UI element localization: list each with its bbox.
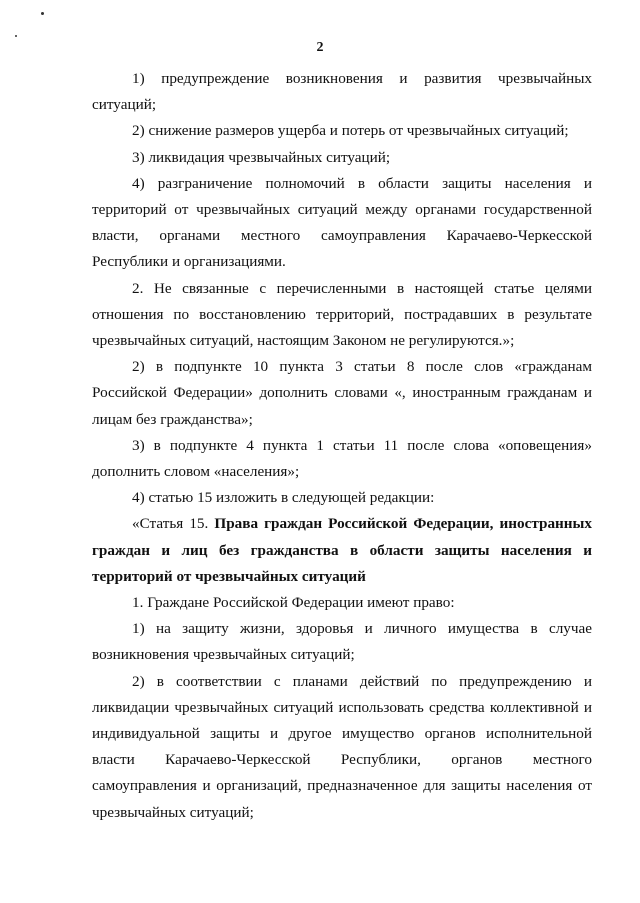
amendment-article-11: 3) в подпункте 4 пункта 1 статьи 11 после слова «оповещения» дополнить словом «населения»;: [92, 436, 592, 481]
scan-speck: [15, 35, 17, 37]
article-15-label: «Статья 15.: [132, 515, 215, 533]
right-protection-of-life: 1) на защиту жизни, здоровья и личного имущества в случае возникновения чрезвычайных ситуаций;: [92, 620, 592, 664]
list-item-damage-reduction: 2) снижение размеров ущерба и потерь от чрезвычайных ситуаций;: [132, 122, 569, 140]
article-15-title: Права граждан Российской Федерации, иностранных граждан и лиц без гражданства в области защиты населения и территорий от чрезвычайных ситуаций: [92, 515, 593, 585]
citizens-rights-intro: 1. Граждане Российской Федерации имеют право:: [132, 594, 455, 612]
list-item-liquidation: 3) ликвидация чрезвычайных ситуаций;: [132, 148, 391, 166]
page-number: 2: [316, 40, 324, 55]
document-body: [92, 66, 592, 826]
scan-speck: [41, 12, 44, 15]
list-item-prevention: 1) предупреждение возникновения и развития чрезвычайных ситуаций;: [92, 70, 592, 114]
article-15-heading: [92, 511, 592, 590]
list-item-powers-delimitation: 4) разграничение полномочий в области защиты населения и территорий от чрезвычайных ситуаций между органами государственной власти, органами местного самоуправления Карачаево-Черкесской Республики и организациями.: [92, 174, 592, 271]
amendment-article-15: 4) статью 15 изложить в следующей редакции:: [132, 489, 435, 507]
right-use-protection-means-rest: индивидуальной защиты и другое имущество органов исполнительной власти Карачаево-Черкесской Республики, органов местного самоуправления и организаций, предназначенное для защиты населения от чрезвычайных ситуаций;: [92, 725, 592, 821]
right-use-protection-means-line1: 2) в соответствии с планами действий по предупреждению и ликвидации чрезвычайных ситуаций использовать средства коллективной и: [92, 672, 592, 716]
paragraph-not-regulated: 2. Не связанные с перечисленными в настоящей статье целями отношения по восстановлению территорий, пострадавших в результате чрезвычайных ситуаций, настоящим Законом не регулируются.»;: [92, 279, 592, 350]
amendment-article-8: 2) в подпункте 10 пункта 3 статьи 8 после слов «гражданам Российской Федерации» дополнить словами «, иностранным гражданам и лицам без гражданства»;: [92, 358, 592, 428]
